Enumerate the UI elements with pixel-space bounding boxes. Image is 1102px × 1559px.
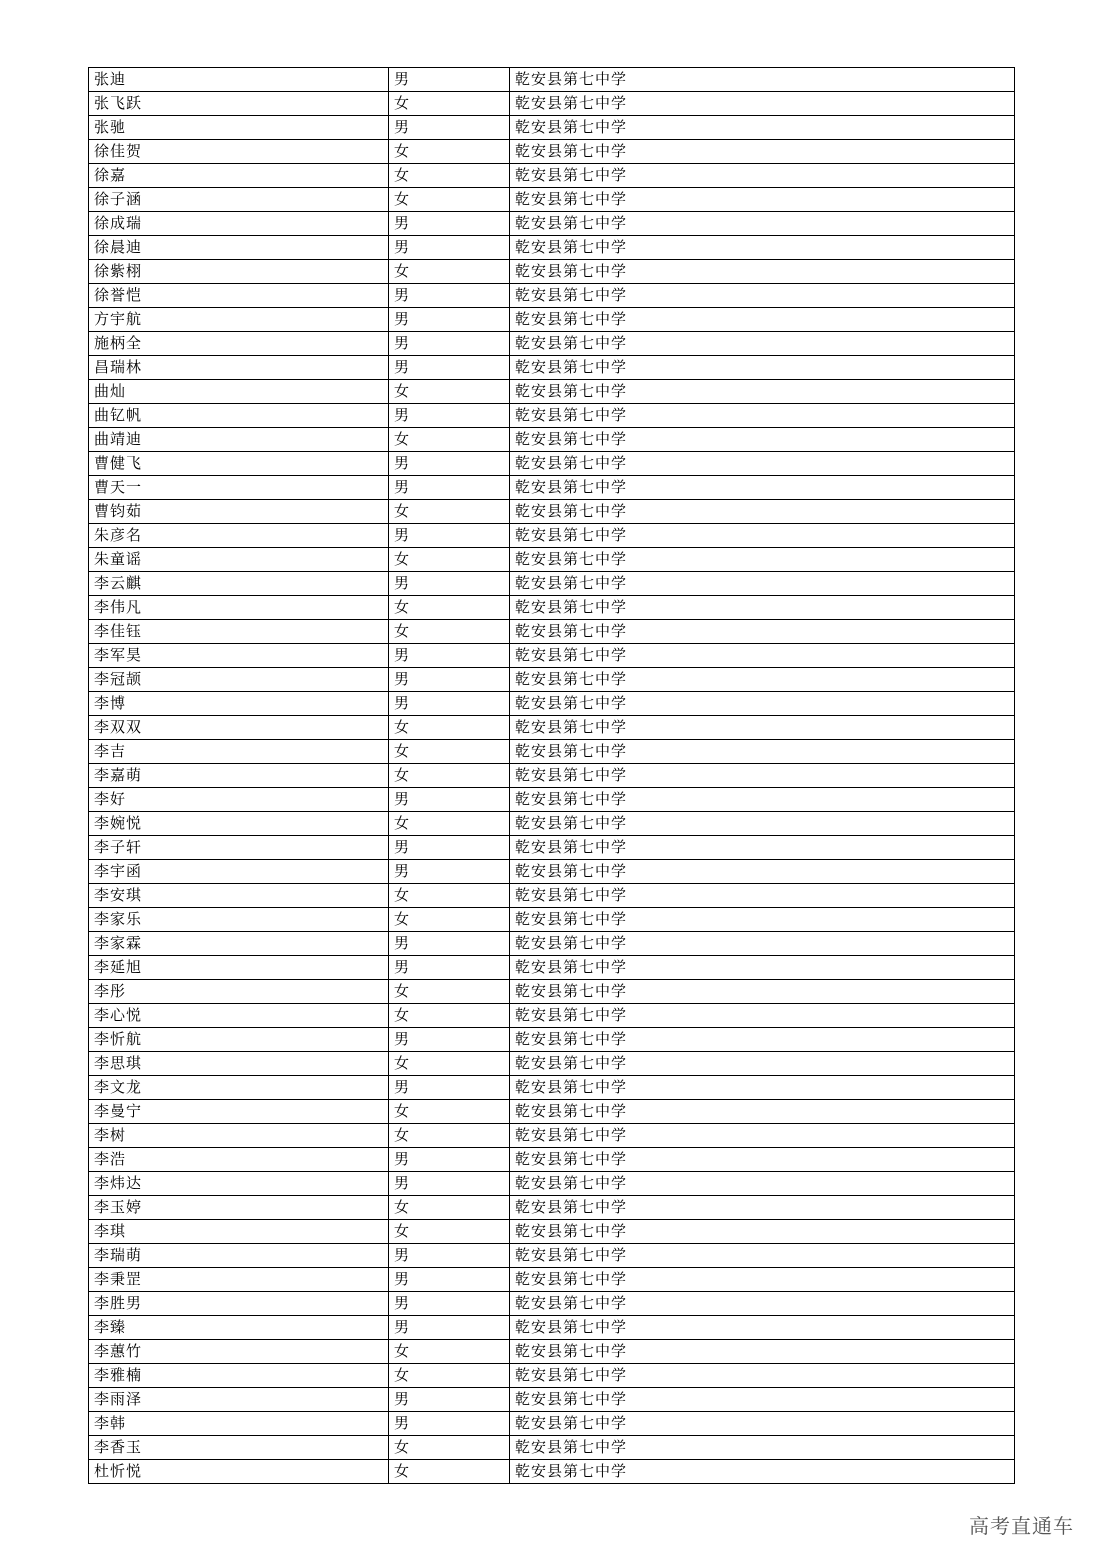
table-row xyxy=(89,1220,1015,1244)
table-row xyxy=(89,212,1015,236)
gender-cell: 男 xyxy=(389,1148,510,1172)
name-cell: 曲灿 xyxy=(89,380,389,404)
table-row xyxy=(89,668,1015,692)
gender-cell: 女 xyxy=(389,1364,510,1388)
table-row xyxy=(89,884,1015,908)
school-cell: 乾安县第七中学 xyxy=(510,500,1015,524)
table-row xyxy=(89,452,1015,476)
gender-cell: 女 xyxy=(389,764,510,788)
gender-cell: 男 xyxy=(389,236,510,260)
gender-cell: 女 xyxy=(389,92,510,116)
school-cell: 乾安县第七中学 xyxy=(510,956,1015,980)
school-cell: 乾安县第七中学 xyxy=(510,572,1015,596)
name-cell: 徐佳贺 xyxy=(89,140,389,164)
school-cell: 乾安县第七中学 xyxy=(510,980,1015,1004)
name-cell: 李臻 xyxy=(89,1316,389,1340)
gender-cell: 女 xyxy=(389,428,510,452)
school-cell: 乾安县第七中学 xyxy=(510,1220,1015,1244)
name-cell: 李胜男 xyxy=(89,1292,389,1316)
name-cell: 李子轩 xyxy=(89,836,389,860)
name-cell: 李秉罡 xyxy=(89,1268,389,1292)
name-cell: 朱童谣 xyxy=(89,548,389,572)
table-row xyxy=(89,1100,1015,1124)
gender-cell: 男 xyxy=(389,476,510,500)
gender-cell: 女 xyxy=(389,1340,510,1364)
school-cell: 乾安县第七中学 xyxy=(510,164,1015,188)
table-row xyxy=(89,716,1015,740)
name-cell: 李双双 xyxy=(89,716,389,740)
table-row xyxy=(89,92,1015,116)
gender-cell: 男 xyxy=(389,1388,510,1412)
gender-cell: 男 xyxy=(389,404,510,428)
school-cell: 乾安县第七中学 xyxy=(510,308,1015,332)
school-cell: 乾安县第七中学 xyxy=(510,884,1015,908)
name-cell: 李蕙竹 xyxy=(89,1340,389,1364)
table-row xyxy=(89,1148,1015,1172)
name-cell: 徐晨迪 xyxy=(89,236,389,260)
school-cell: 乾安县第七中学 xyxy=(510,1316,1015,1340)
school-cell: 乾安县第七中学 xyxy=(510,1100,1015,1124)
gender-cell: 男 xyxy=(389,572,510,596)
name-cell: 李文龙 xyxy=(89,1076,389,1100)
gender-cell: 男 xyxy=(389,836,510,860)
name-cell: 李思琪 xyxy=(89,1052,389,1076)
table-row xyxy=(89,644,1015,668)
school-cell: 乾安县第七中学 xyxy=(510,404,1015,428)
school-cell: 乾安县第七中学 xyxy=(510,356,1015,380)
name-cell: 李冠颉 xyxy=(89,668,389,692)
table-row xyxy=(89,308,1015,332)
name-cell: 李家乐 xyxy=(89,908,389,932)
gender-cell: 女 xyxy=(389,1460,510,1484)
gender-cell: 男 xyxy=(389,212,510,236)
table-row xyxy=(89,380,1015,404)
gender-cell: 男 xyxy=(389,1172,510,1196)
school-cell: 乾安县第七中学 xyxy=(510,932,1015,956)
school-cell: 乾安县第七中学 xyxy=(510,740,1015,764)
gender-cell: 男 xyxy=(389,452,510,476)
table-row xyxy=(89,116,1015,140)
gender-cell: 男 xyxy=(389,356,510,380)
school-cell: 乾安县第七中学 xyxy=(510,668,1015,692)
name-cell: 李浩 xyxy=(89,1148,389,1172)
table-row xyxy=(89,740,1015,764)
name-cell: 张驰 xyxy=(89,116,389,140)
school-cell: 乾安县第七中学 xyxy=(510,140,1015,164)
name-cell: 李彤 xyxy=(89,980,389,1004)
name-cell: 李伟凡 xyxy=(89,596,389,620)
table-row xyxy=(89,284,1015,308)
table-row xyxy=(89,1388,1015,1412)
school-cell: 乾安县第七中学 xyxy=(510,1340,1015,1364)
school-cell: 乾安县第七中学 xyxy=(510,836,1015,860)
school-cell: 乾安县第七中学 xyxy=(510,1076,1015,1100)
gender-cell: 男 xyxy=(389,1412,510,1436)
school-cell: 乾安县第七中学 xyxy=(510,644,1015,668)
school-cell: 乾安县第七中学 xyxy=(510,1124,1015,1148)
gender-cell: 女 xyxy=(389,1052,510,1076)
gender-cell: 男 xyxy=(389,284,510,308)
name-cell: 徐成瑞 xyxy=(89,212,389,236)
name-cell: 李曼宁 xyxy=(89,1100,389,1124)
school-cell: 乾安县第七中学 xyxy=(510,524,1015,548)
gender-cell: 男 xyxy=(389,1244,510,1268)
school-cell: 乾安县第七中学 xyxy=(510,1148,1015,1172)
gender-cell: 女 xyxy=(389,1100,510,1124)
school-cell: 乾安县第七中学 xyxy=(510,788,1015,812)
school-cell: 乾安县第七中学 xyxy=(510,1028,1015,1052)
school-cell: 乾安县第七中学 xyxy=(510,476,1015,500)
table-row xyxy=(89,260,1015,284)
school-cell: 乾安县第七中学 xyxy=(510,332,1015,356)
school-cell: 乾安县第七中学 xyxy=(510,284,1015,308)
gender-cell: 女 xyxy=(389,500,510,524)
gender-cell: 男 xyxy=(389,692,510,716)
table-row xyxy=(89,356,1015,380)
gender-cell: 男 xyxy=(389,644,510,668)
gender-cell: 女 xyxy=(389,740,510,764)
name-cell: 李佳钰 xyxy=(89,620,389,644)
gender-cell: 男 xyxy=(389,332,510,356)
table-row xyxy=(89,692,1015,716)
gender-cell: 男 xyxy=(389,1076,510,1100)
gender-cell: 女 xyxy=(389,140,510,164)
gender-cell: 女 xyxy=(389,164,510,188)
school-cell: 乾安县第七中学 xyxy=(510,620,1015,644)
name-cell: 曹健飞 xyxy=(89,452,389,476)
name-cell: 李心悦 xyxy=(89,1004,389,1028)
school-cell: 乾安县第七中学 xyxy=(510,1436,1015,1460)
table-row xyxy=(89,788,1015,812)
school-cell: 乾安县第七中学 xyxy=(510,1292,1015,1316)
name-cell: 李忻航 xyxy=(89,1028,389,1052)
table-row xyxy=(89,1460,1015,1484)
gender-cell: 女 xyxy=(389,1436,510,1460)
table-row xyxy=(89,764,1015,788)
name-cell: 徐子涵 xyxy=(89,188,389,212)
name-cell: 李树 xyxy=(89,1124,389,1148)
table-row xyxy=(89,620,1015,644)
name-cell: 李玉婷 xyxy=(89,1196,389,1220)
name-cell: 李婉悦 xyxy=(89,812,389,836)
school-cell: 乾安县第七中学 xyxy=(510,860,1015,884)
gender-cell: 男 xyxy=(389,116,510,140)
school-cell: 乾安县第七中学 xyxy=(510,188,1015,212)
gender-cell: 女 xyxy=(389,716,510,740)
school-cell: 乾安县第七中学 xyxy=(510,1412,1015,1436)
gender-cell: 女 xyxy=(389,1220,510,1244)
name-cell: 李安琪 xyxy=(89,884,389,908)
name-cell: 施柄全 xyxy=(89,332,389,356)
name-cell: 徐誉恺 xyxy=(89,284,389,308)
table-row xyxy=(89,1124,1015,1148)
name-cell: 李家霖 xyxy=(89,932,389,956)
name-cell: 杜忻悦 xyxy=(89,1460,389,1484)
gender-cell: 女 xyxy=(389,260,510,284)
name-cell: 曲靖迪 xyxy=(89,428,389,452)
name-cell: 徐嘉 xyxy=(89,164,389,188)
table-row xyxy=(89,1052,1015,1076)
name-cell: 昌瑞林 xyxy=(89,356,389,380)
name-cell: 李雨泽 xyxy=(89,1388,389,1412)
school-cell: 乾安县第七中学 xyxy=(510,452,1015,476)
table-row xyxy=(89,1340,1015,1364)
table-row xyxy=(89,1196,1015,1220)
name-cell: 李瑞萌 xyxy=(89,1244,389,1268)
name-cell: 张飞跃 xyxy=(89,92,389,116)
school-cell: 乾安县第七中学 xyxy=(510,548,1015,572)
table-row xyxy=(89,428,1015,452)
school-cell: 乾安县第七中学 xyxy=(510,428,1015,452)
table-row xyxy=(89,956,1015,980)
school-cell: 乾安县第七中学 xyxy=(510,1172,1015,1196)
table-row xyxy=(89,476,1015,500)
school-cell: 乾安县第七中学 xyxy=(510,692,1015,716)
school-cell: 乾安县第七中学 xyxy=(510,1004,1015,1028)
name-cell: 李好 xyxy=(89,788,389,812)
table-row xyxy=(89,404,1015,428)
name-cell: 李宇函 xyxy=(89,860,389,884)
name-cell: 李炜达 xyxy=(89,1172,389,1196)
name-cell: 曹钧茹 xyxy=(89,500,389,524)
table-row xyxy=(89,1172,1015,1196)
school-cell: 乾安县第七中学 xyxy=(510,596,1015,620)
table-row xyxy=(89,836,1015,860)
table-row xyxy=(89,572,1015,596)
table-row xyxy=(89,812,1015,836)
name-cell: 李琪 xyxy=(89,1220,389,1244)
table-row xyxy=(89,1268,1015,1292)
school-cell: 乾安县第七中学 xyxy=(510,1460,1015,1484)
school-cell: 乾安县第七中学 xyxy=(510,1388,1015,1412)
name-cell: 曹天一 xyxy=(89,476,389,500)
gender-cell: 女 xyxy=(389,884,510,908)
table-row xyxy=(89,524,1015,548)
roster-body xyxy=(89,68,1015,1484)
gender-cell: 男 xyxy=(389,788,510,812)
school-cell: 乾安县第七中学 xyxy=(510,1052,1015,1076)
gender-cell: 女 xyxy=(389,188,510,212)
name-cell: 曲钇帆 xyxy=(89,404,389,428)
table-row xyxy=(89,332,1015,356)
school-cell: 乾安县第七中学 xyxy=(510,812,1015,836)
name-cell: 李香玉 xyxy=(89,1436,389,1460)
gender-cell: 女 xyxy=(389,1004,510,1028)
gender-cell: 男 xyxy=(389,860,510,884)
gender-cell: 女 xyxy=(389,548,510,572)
table-row xyxy=(89,164,1015,188)
table-row xyxy=(89,236,1015,260)
school-cell: 乾安县第七中学 xyxy=(510,68,1015,92)
name-cell: 方宇航 xyxy=(89,308,389,332)
table-row xyxy=(89,1316,1015,1340)
school-cell: 乾安县第七中学 xyxy=(510,260,1015,284)
name-cell: 李云麒 xyxy=(89,572,389,596)
school-cell: 乾安县第七中学 xyxy=(510,1196,1015,1220)
name-cell: 李雅楠 xyxy=(89,1364,389,1388)
gender-cell: 女 xyxy=(389,380,510,404)
name-cell: 李博 xyxy=(89,692,389,716)
name-cell: 李韩 xyxy=(89,1412,389,1436)
school-cell: 乾安县第七中学 xyxy=(510,212,1015,236)
gender-cell: 女 xyxy=(389,908,510,932)
gender-cell: 男 xyxy=(389,1028,510,1052)
gender-cell: 男 xyxy=(389,1292,510,1316)
gender-cell: 女 xyxy=(389,1196,510,1220)
table-row xyxy=(89,1004,1015,1028)
table-row xyxy=(89,1028,1015,1052)
table-row xyxy=(89,908,1015,932)
school-cell: 乾安县第七中学 xyxy=(510,116,1015,140)
table-row xyxy=(89,932,1015,956)
school-cell: 乾安县第七中学 xyxy=(510,716,1015,740)
table-row xyxy=(89,500,1015,524)
gender-cell: 男 xyxy=(389,1268,510,1292)
student-roster-table xyxy=(88,67,1015,1484)
watermark-text: 高考直通车 xyxy=(969,1514,1074,1538)
gender-cell: 男 xyxy=(389,1316,510,1340)
name-cell: 李吉 xyxy=(89,740,389,764)
gender-cell: 女 xyxy=(389,980,510,1004)
table-row xyxy=(89,596,1015,620)
gender-cell: 男 xyxy=(389,524,510,548)
table-row xyxy=(89,1244,1015,1268)
gender-cell: 男 xyxy=(389,956,510,980)
gender-cell: 男 xyxy=(389,668,510,692)
school-cell: 乾安县第七中学 xyxy=(510,764,1015,788)
name-cell: 朱彦名 xyxy=(89,524,389,548)
table-row xyxy=(89,1436,1015,1460)
school-cell: 乾安县第七中学 xyxy=(510,380,1015,404)
table-row xyxy=(89,140,1015,164)
table-row xyxy=(89,1412,1015,1436)
table-row xyxy=(89,1364,1015,1388)
name-cell: 李延旭 xyxy=(89,956,389,980)
gender-cell: 女 xyxy=(389,1124,510,1148)
gender-cell: 男 xyxy=(389,932,510,956)
gender-cell: 女 xyxy=(389,812,510,836)
school-cell: 乾安县第七中学 xyxy=(510,1244,1015,1268)
gender-cell: 男 xyxy=(389,308,510,332)
name-cell: 李军昊 xyxy=(89,644,389,668)
table-row xyxy=(89,68,1015,92)
table-row xyxy=(89,188,1015,212)
school-cell: 乾安县第七中学 xyxy=(510,236,1015,260)
table-row xyxy=(89,1076,1015,1100)
table-row xyxy=(89,1292,1015,1316)
school-cell: 乾安县第七中学 xyxy=(510,92,1015,116)
name-cell: 徐紫栩 xyxy=(89,260,389,284)
gender-cell: 男 xyxy=(389,68,510,92)
name-cell: 张迪 xyxy=(89,68,389,92)
school-cell: 乾安县第七中学 xyxy=(510,1268,1015,1292)
name-cell: 李嘉萌 xyxy=(89,764,389,788)
table-row xyxy=(89,980,1015,1004)
school-cell: 乾安县第七中学 xyxy=(510,908,1015,932)
table-row xyxy=(89,548,1015,572)
school-cell: 乾安县第七中学 xyxy=(510,1364,1015,1388)
gender-cell: 女 xyxy=(389,620,510,644)
table-row xyxy=(89,860,1015,884)
gender-cell: 女 xyxy=(389,596,510,620)
